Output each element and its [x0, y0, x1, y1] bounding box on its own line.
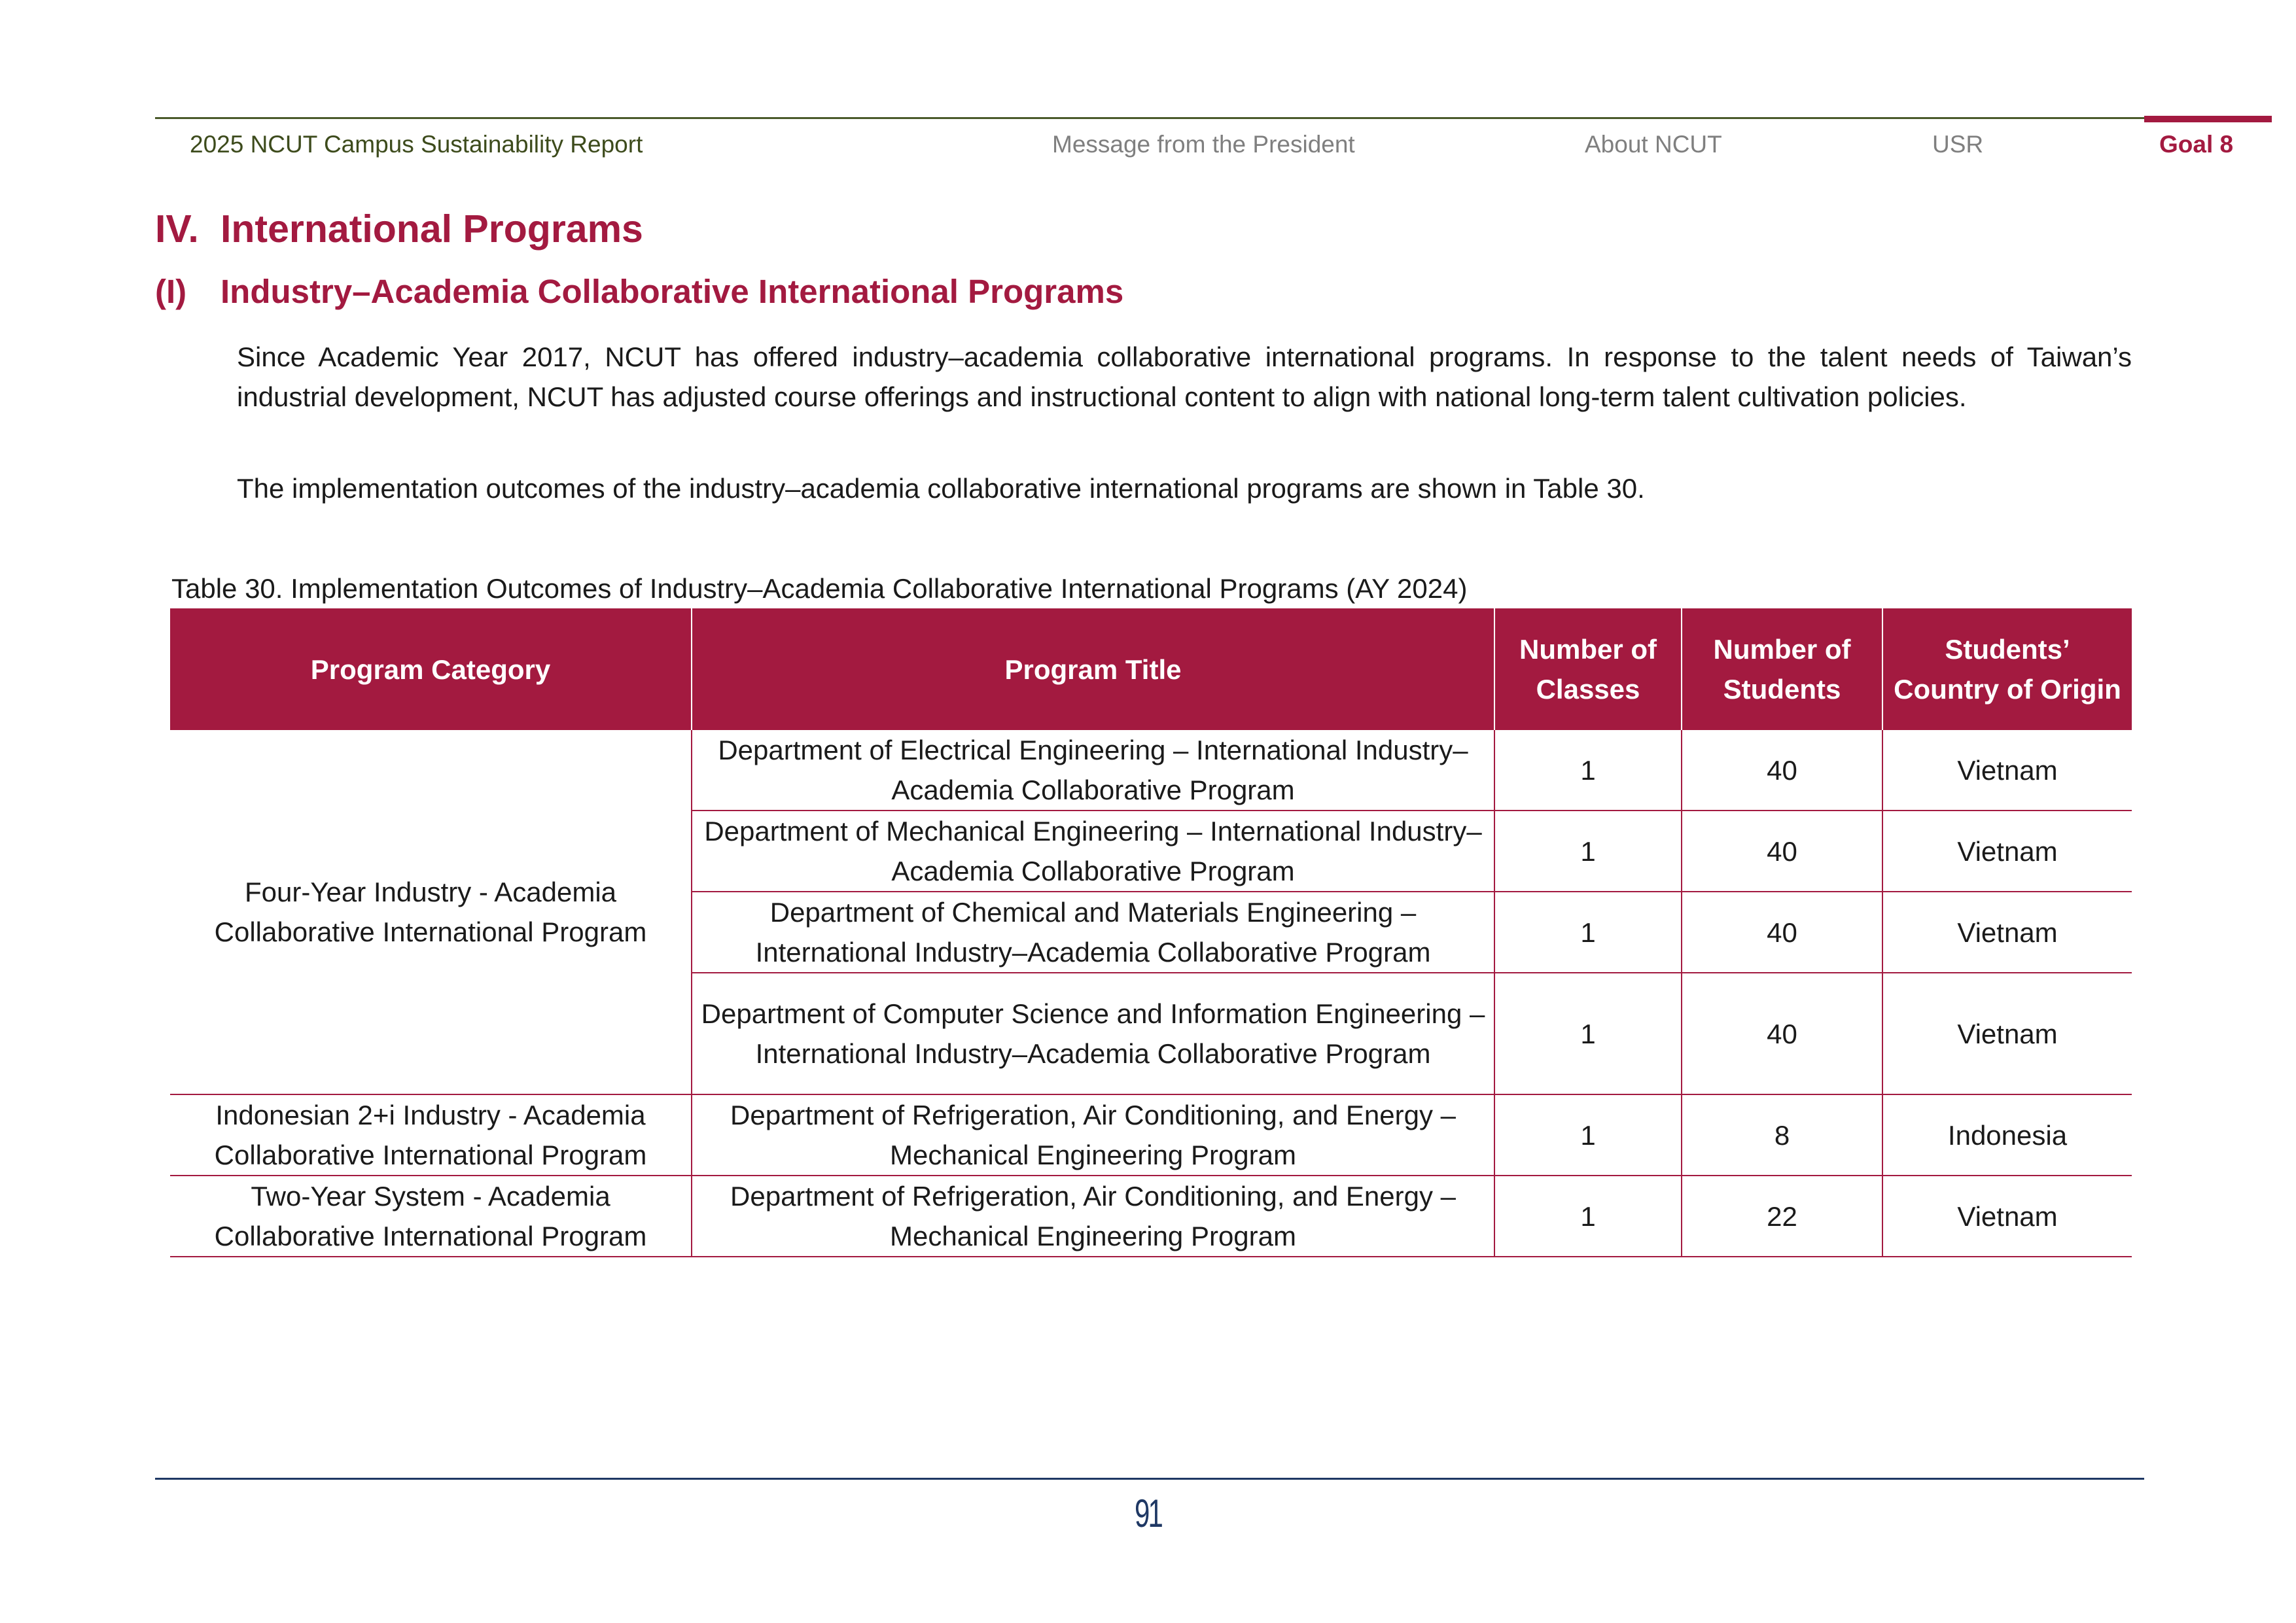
table-row: [170, 1176, 2132, 1257]
nav-goal-8[interactable]: Goal 8: [2159, 131, 2234, 158]
students-cell: 8: [1682, 1094, 1882, 1176]
footer-rule: [155, 1478, 2144, 1480]
current-section-marker: [2144, 116, 2272, 122]
program-category-cell: Two-Year System - Academia Collaborative International Program: [170, 1176, 692, 1257]
table-row: [170, 1094, 2132, 1176]
program-title-cell: Department of Refrigeration, Air Conditioning, and Energy – Mechanical Engineering Program: [692, 1176, 1494, 1257]
students-cell: 40: [1682, 973, 1882, 1094]
program-category-cell: Indonesian 2+i Industry - Academia Collaborative International Program: [170, 1094, 692, 1176]
classes-cell: 1: [1494, 730, 1682, 811]
page-number: 91: [1134, 1492, 1162, 1535]
table-reference-paragraph: The implementation outcomes of the industry–academia collaborative international programs are shown in Table 30.: [237, 473, 1645, 504]
classes-cell: 1: [1494, 973, 1682, 1094]
header-program-title: Program Title: [692, 608, 1494, 730]
program-category-cell: Four-Year Industry - Academia Collaborative International Program: [170, 730, 692, 1094]
students-cell: 40: [1682, 892, 1882, 973]
nav-message-from-president[interactable]: Message from the President: [1052, 131, 1355, 158]
students-cell: 40: [1682, 730, 1882, 811]
country-cell: Vietnam: [1882, 1176, 2132, 1257]
table-header-row: [170, 608, 2132, 730]
country-cell: Vietnam: [1882, 973, 2132, 1094]
classes-cell: 1: [1494, 1094, 1682, 1176]
table-caption: Table 30. Implementation Outcomes of Industry–Academia Collaborative International Programs (AY 2024): [171, 573, 1468, 604]
classes-cell: 1: [1494, 1176, 1682, 1257]
nav-usr[interactable]: USR: [1932, 131, 1984, 158]
students-cell: 22: [1682, 1176, 1882, 1257]
program-title-cell: Department of Refrigeration, Air Conditioning, and Energy – Mechanical Engineering Program: [692, 1094, 1494, 1176]
classes-cell: 1: [1494, 811, 1682, 892]
header-country-of-origin: Students’ Country of Origin: [1882, 608, 2132, 730]
outcomes-table: [170, 608, 2132, 1257]
subsection-heading: [155, 271, 1123, 312]
nav-about-ncut[interactable]: About NCUT: [1585, 131, 1722, 158]
table-row: [170, 730, 2132, 811]
report-title: 2025 NCUT Campus Sustainability Report: [190, 131, 643, 158]
students-cell: 40: [1682, 811, 1882, 892]
country-cell: Vietnam: [1882, 811, 2132, 892]
subsection-title: Industry–Academia Collaborative International Programs: [221, 273, 1124, 310]
intro-paragraph: Since Academic Year 2017, NCUT has offered industry–academia collaborative international programs. In response to the talent needs of Taiwan’s industrial development, NCUT has adjusted course offerings and instructional content to align with national long-term talent cultivation policies.: [237, 341, 2132, 412]
header-number-of-students: Number of Students: [1682, 608, 1882, 730]
country-cell: Vietnam: [1882, 892, 2132, 973]
header-number-of-classes: Number of Classes: [1494, 608, 1682, 730]
subsection-number: (I): [155, 273, 187, 310]
program-title-cell: Department of Chemical and Materials Engineering – International Industry–Academia Collaborative Program: [692, 892, 1494, 973]
section-heading: [155, 206, 643, 252]
program-title-cell: Department of Electrical Engineering – International Industry–Academia Collaborative Program: [692, 730, 1494, 811]
header-rule: [155, 117, 2144, 119]
header-program-category: Program Category: [170, 608, 692, 730]
classes-cell: 1: [1494, 892, 1682, 973]
section-title: International Programs: [221, 207, 643, 251]
section-number: IV.: [155, 207, 199, 251]
country-cell: Indonesia: [1882, 1094, 2132, 1176]
program-title-cell: Department of Computer Science and Information Engineering – International Industry–Academia Collaborative Program: [692, 973, 1494, 1094]
program-title-cell: Department of Mechanical Engineering – International Industry–Academia Collaborative Program: [692, 811, 1494, 892]
country-cell: Vietnam: [1882, 730, 2132, 811]
